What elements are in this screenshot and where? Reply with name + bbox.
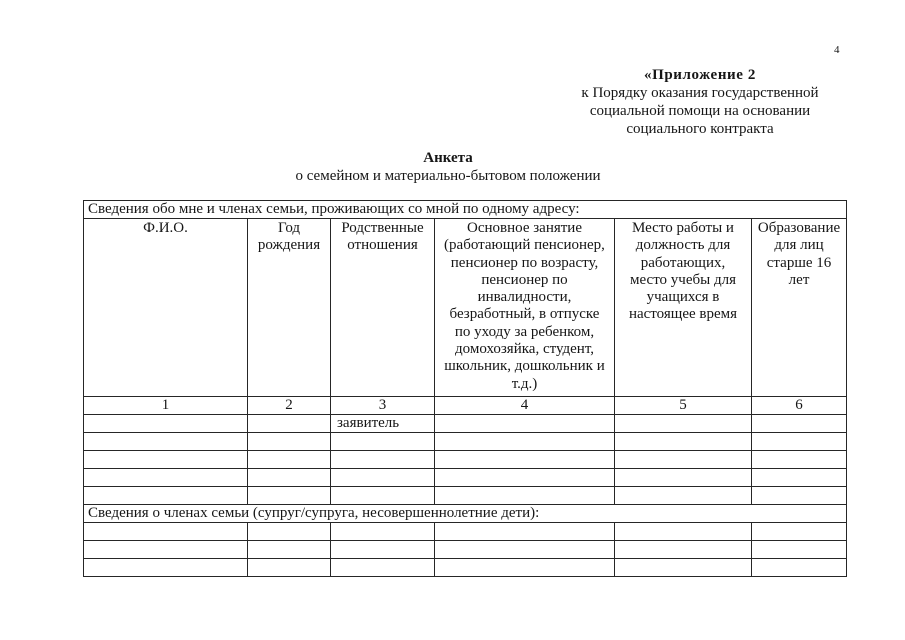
education-cell [752,415,847,433]
form-heading [248,149,648,185]
section-title-family: Сведения о членах семьи (супруг/супруга, несовершеннолетние дети): [84,505,847,523]
occupation-cell [435,523,615,541]
header-education: Образование для лиц старше 16 лет [752,219,847,397]
column-number-4: 4 [435,397,615,415]
education-cell [752,433,847,451]
form-title: Анкета [423,150,473,166]
birth-year-cell [248,559,331,577]
birth-year-cell [248,451,331,469]
occupation-cell [435,415,615,433]
birth-year-cell [248,433,331,451]
section-title-household: Сведения обо мне и членах семьи, проживающих со мной по одному адресу: [84,201,847,219]
fio-cell [84,469,248,487]
occupation-cell [435,433,615,451]
header-fio: Ф.И.О. [84,219,248,397]
relation-cell [331,487,435,505]
column-number-2: 2 [248,397,331,415]
fio-cell [84,433,248,451]
table-row [84,415,847,433]
header-row [84,219,847,397]
fio-cell [84,487,248,505]
relation-cell [331,523,435,541]
appendix-line: социальной помощи на основании [589,103,811,119]
fio-cell [84,451,248,469]
occupation-cell [435,451,615,469]
birth-year-cell [248,487,331,505]
appendix-title: «Приложение 2 [643,67,757,83]
column-number-6: 6 [752,397,847,415]
table-row [84,487,847,505]
table-row [84,451,847,469]
occupation-cell [435,469,615,487]
relation-cell [331,469,435,487]
workplace-cell [615,541,752,559]
occupation-cell [435,541,615,559]
table-row [84,523,847,541]
header-relation: Родственные отношения [331,219,435,397]
table-row [84,469,847,487]
workplace-cell [615,559,752,577]
education-cell [752,541,847,559]
section-row-family [84,505,847,523]
relation-cell [331,559,435,577]
section-row-household [84,201,847,219]
table-row [84,559,847,577]
education-cell [752,487,847,505]
appendix-line: социального контракта [626,121,774,137]
workplace-cell [615,469,752,487]
column-number-1: 1 [84,397,248,415]
birth-year-cell [248,415,331,433]
fio-cell [84,523,248,541]
birth-year-cell [248,541,331,559]
education-cell [752,451,847,469]
occupation-cell [435,487,615,505]
birth-year-cell [248,469,331,487]
workplace-cell [615,415,752,433]
column-number-3: 3 [331,397,435,415]
relation-cell [331,541,435,559]
workplace-cell [615,523,752,541]
education-cell [752,469,847,487]
appendix-heading [570,66,830,138]
fio-cell [84,415,248,433]
workplace-cell [615,451,752,469]
header-occupation: Основное занятие (работающий пенсионер, пенсионер по возрасту, пенсионер по инвалидности, безработный, в отпуске по уходу за ребенком, домохозяйка, студент, школьник, дошкольник и т.д.) [435,219,615,397]
form-subtitle: о семейном и материально-бытовом положении [295,168,601,184]
header-birth-year: Год рождения [248,219,331,397]
table-row [84,541,847,559]
page-number: 4 [834,44,840,56]
workplace-cell [615,487,752,505]
column-number-row [84,397,847,415]
occupation-cell [435,559,615,577]
header-workplace: Место работы и должность для работающих, место учебы для учащихся в настоящее время [615,219,752,397]
relation-cell: заявитель [331,415,435,433]
fio-cell [84,541,248,559]
family-info-table [83,200,847,577]
relation-cell [331,451,435,469]
education-cell [752,523,847,541]
table-row [84,433,847,451]
education-cell [752,559,847,577]
workplace-cell [615,433,752,451]
relation-cell [331,433,435,451]
birth-year-cell [248,523,331,541]
column-number-5: 5 [615,397,752,415]
appendix-line: к Порядку оказания государственной [581,85,819,101]
fio-cell [84,559,248,577]
